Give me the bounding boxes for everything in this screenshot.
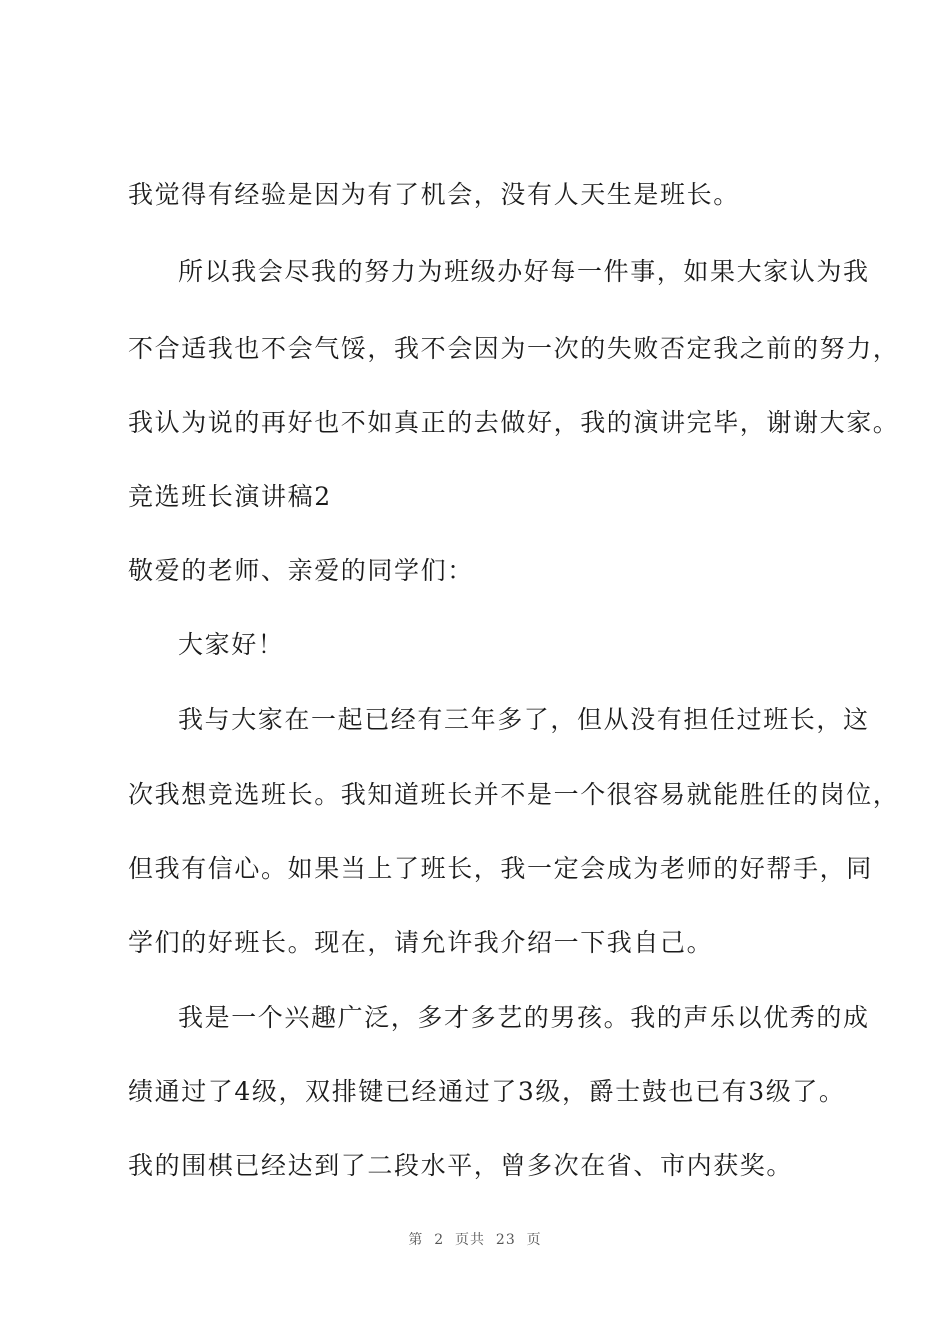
paragraph-line: 我的围棋已经达到了二段水平，曾多次在省、市内获奖。 <box>128 1151 794 1180</box>
section-heading: 竞选班长演讲稿2 <box>128 482 332 511</box>
paragraph-line: 但我有信心。如果当上了班长，我一定会成为老师的好帮手，同 <box>128 854 873 883</box>
paragraph-line: 不合适我也不会气馁，我不会因为一次的失败否定我之前的努力， <box>128 334 900 363</box>
paragraph-line: 我与大家在一起已经有三年多了，但从没有担任过班长，这 <box>178 705 870 734</box>
paragraph-line: 我觉得有经验是因为有了机会，没有人天生是班长。 <box>128 180 740 209</box>
salutation: 敬爱的老师、亲爱的同学们： <box>128 556 474 585</box>
greeting: 大家好！ <box>178 630 285 659</box>
paragraph-line: 我认为说的再好也不如真正的去做好，我的演讲完毕，谢谢大家。 <box>128 408 900 437</box>
paragraph-line: 所以我会尽我的努力为班级办好每一件事，如果大家认为我 <box>178 257 870 286</box>
paragraph-line: 次我想竞选班长。我知道班长并不是一个很容易就能胜任的岗位， <box>128 780 900 809</box>
page-number-footer: 第 2 页共 23 页 <box>408 1232 542 1248</box>
paragraph-line: 我是一个兴趣广泛，多才多艺的男孩。我的声乐以优秀的成 <box>178 1003 870 1032</box>
paragraph-line: 绩通过了4级，双排键已经通过了3级，爵士鼓也已有3级了。 <box>128 1077 846 1106</box>
paragraph-line: 学们的好班长。现在，请允许我介绍一下我自己。 <box>128 928 714 957</box>
